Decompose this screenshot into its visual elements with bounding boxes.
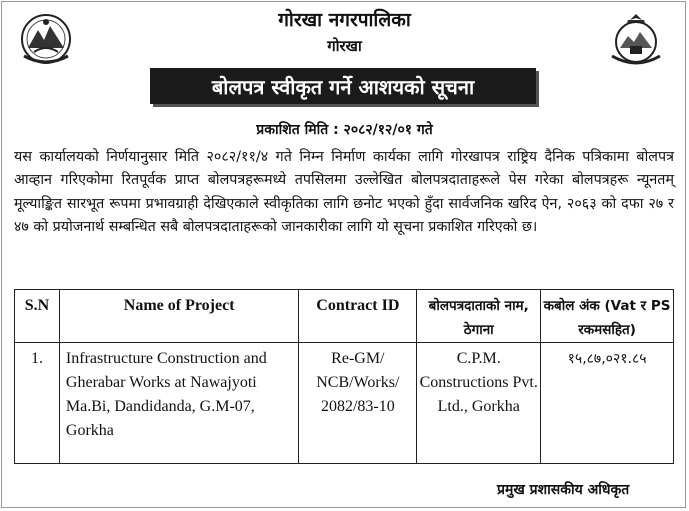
published-date: प्रकाशित मिति : २०८२/१२/०१ गते <box>256 122 433 138</box>
organization-location: गोरखा <box>327 37 362 55</box>
cell-sn: 1. <box>15 343 60 464</box>
header-project: Name of Project <box>59 290 298 343</box>
organization-name: गोरखा नगरपालिका <box>278 9 411 31</box>
header-bidder: बोलपत्रदाताको नाम, ठेगाना <box>417 290 541 343</box>
header-sn: S.N <box>15 290 60 343</box>
cell-project: Infrastructure Construction and Gherabar Works at Nawajyoti Ma.Bi, Dandidanda, G.M-07, Gorkha <box>59 343 298 464</box>
notice-title-banner: बोलपत्र स्वीकृत गर्ने आशयको सूचना <box>150 68 536 104</box>
header-amount: कबोल अंक (Vat र PS रकमसहित) <box>541 290 674 343</box>
cell-bidder: C.P.M. Constructions Pvt. Ltd., Gorkha <box>417 343 541 464</box>
table-row <box>15 343 674 464</box>
award-table <box>14 289 674 464</box>
cell-contract-id: Re-GM/ NCB/Works/ 2082/83-10 <box>299 343 417 464</box>
cell-amount: १५,८७,०२१.८५ <box>541 343 674 464</box>
signatory-title: प्रमुख प्रशासकीय अधिकृत <box>497 482 630 498</box>
header-contract-id: Contract ID <box>299 290 417 343</box>
notice-body: यस कार्यालयको निर्णयानुसार मिति २०८२/११/४ गते निम्न निर्माण कार्यका लागि गोरखापत्र राष्ट्रिय दैनिक पत्रिकामा बोलपत्र आव्हान गरिएकोमा रितपूर्वक प्राप्त बोलपत्रहरूमध्ये तपसिलमा उल्लेखित बोलपत्रदाताहरूले पेस गरेका बोलपत्रहरू न्यूनतम् मूल्याङ्कित सारभूत रूपमा प्रभावग्राही देखिएकाले स्वीकृतिका लागि छनोट भएको हुँदा सार्वजनिक खरिद ऐन, २०६३ को दफा २७ र ४७ को प्रयोजनार्थ सम्बन्धित सबै बोलपत्रदाताहरूको जानकारीका लागि यो सूचना प्रकाशित गरिएको छ। <box>14 149 674 236</box>
table-header-row <box>15 290 674 343</box>
